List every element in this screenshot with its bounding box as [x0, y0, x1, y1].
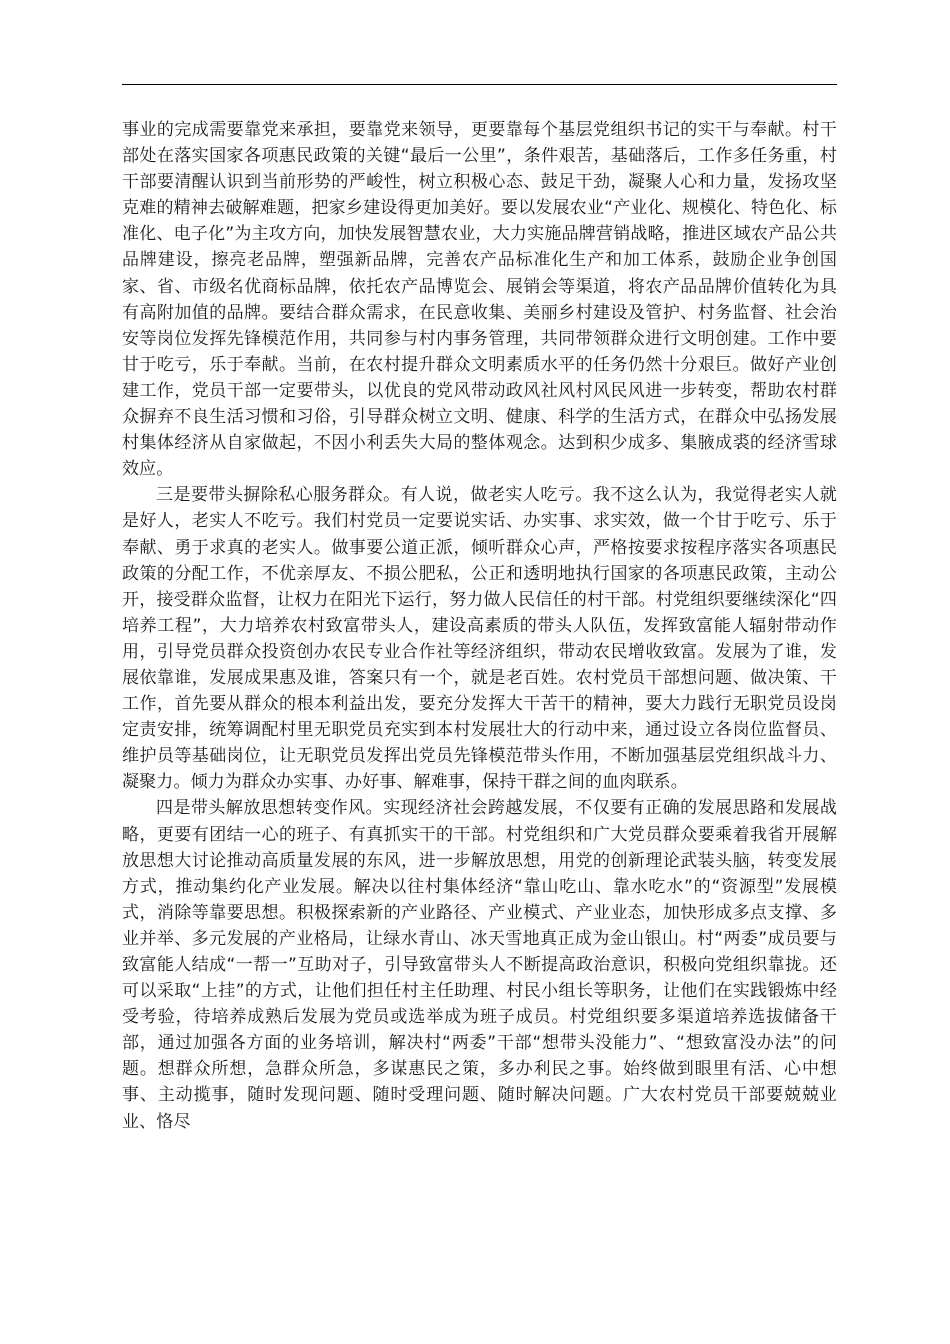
paragraph-point-three: 三是要带头摒除私心服务群众。有人说，做老实人吃亏。我不这么认为，我觉得老实人就是好人，老实人不吃亏。我们村党员一定要说实话、办实事、求实效，做一个甘于吃亏、乐于奉献、勇于求真的老实人。做事要公道正派，倾听群众心声，严格按要求按程序落实各项惠民政策的分配工作，不优亲厚友、不损公肥私，公正和透明地执行国家的各项惠民政策，主动公开，接受群众监督，让权力在阳光下运行，努力做人民信任的村干部。村党组织要继续深化“四培养工程”，大力培养农村致富带头人，建设高素质的带头人队伍，发挥致富能人辐射带动作用，引导党员群众投资创办农民专业合作社等经济组织，带动农民增收致富。发展为了谁，发展依靠谁，发展成果惠及谁，答案只有一个，就是老百姓。农村党员干部想问题、做决策、干工作，首先要从群众的根本利益出发，要充分发挥大干苦干的精神，要大力践行无职党员设岗定责安排，统筹调配村里无职党员充实到本村发展壮大的行动中来，通过设立各岗位监督员、维护员等基础岗位，让无职党员发挥出党员先锋模范带头作用，不断加强基层党组织战斗力、凝聚力。倾力为群众办实事、办好事、解难事，保持干群之间的血肉联系。: [122, 485, 837, 793]
document-body: [122, 117, 837, 1135]
paragraph-continuation: 事业的完成需要靠党来承担，要靠党来领导，更要靠每个基层党组织书记的实干与奉献。村干部处在落实国家各项惠民政策的关键“最后一公里”，条件艰苦，基础落后，工作多任务重，村干部要清醒认识到当前形势的严峻性，树立积极心态、鼓足干劲，凝聚人心和力量，发扬攻坚克难的精神去破解难题，把家乡建设得更加美好。要以发展农业“产业化、规模化、特色化、标准化、电子化”为主攻方向，加快发展智慧农业，大力实施品牌营销战略，推进区域农产品公共品牌建设，擦亮老品牌，塑强新品牌，完善农产品标准化生产和加工体系，鼓励企业争创国家、省、市级名优商标品牌，依托农产品博览会、展销会等渠道，将农产品品牌价值转化为具有高附加值的品牌。要结合群众需求，在民意收集、美丽乡村建设及管护、村务监督、社会治安等岗位发挥先锋模范作用，共同参与村内事务管理，共同带领群众进行文明创建。工作中要甘于吃亏，乐于奉献。当前，在农村提升群众文明素质水平的任务仍然十分艰巨。做好产业创建工作，党员干部一定要带头，以优良的党风带动政风社风村风民风进一步转变，帮助农村群众摒弃不良生活习惯和习俗，引导群众树立文明、健康、科学的生活方式，在群众中弘扬发展村集体经济从自家做起，不因小利丢失大局的整体观念。达到积少成多、集腋成裘的经济雪球效应。: [122, 120, 837, 480]
paragraph-point-four: 四是带头解放思想转变作风。实现经济社会跨越发展，不仅要有正确的发展思路和发展战略，更要有团结一心的班子、有真抓实干的干部。村党组织和广大党员群众要乘着我省开展解放思想大讨论推动高质量发展的东风，进一步解放思想，用党的创新理论武装头脑，转变发展方式，推动集约化产业发展。解决以往村集体经济“靠山吃山、靠水吃水”的“资源型”发展模式，消除等靠要思想。积极探索新的产业路径、产业模式、产业业态，加快形成多点支撑、多业并举、多元发展的产业格局，让绿水青山、冰天雪地真正成为金山银山。村“两委”成员要与致富能人结成“一帮一”互助对子，引导致富带头人不断提高政治意识，积极向党组织靠拢。还可以采取“上挂”的方式，让他们担任村主任助理、村民小组长等职务，让他们在实践锻炼中经受考验，待培养成熟后发展为党员或选举成为班子成员。村党组织要多渠道培养选拔储备干部，通过加强各方面的业务培训，解决村“两委”干部“想带头没能力”、“想致富没办法”的问题。想群众所想，急群众所急，多谋惠民之策，多办利民之事。始终做到眼里有活、心中想事、主动揽事，随时发现问题、随时受理问题、随时解决问题。广大农村党员干部要兢兢业业、恪尽: [122, 798, 837, 1132]
header-rule: [122, 84, 837, 85]
